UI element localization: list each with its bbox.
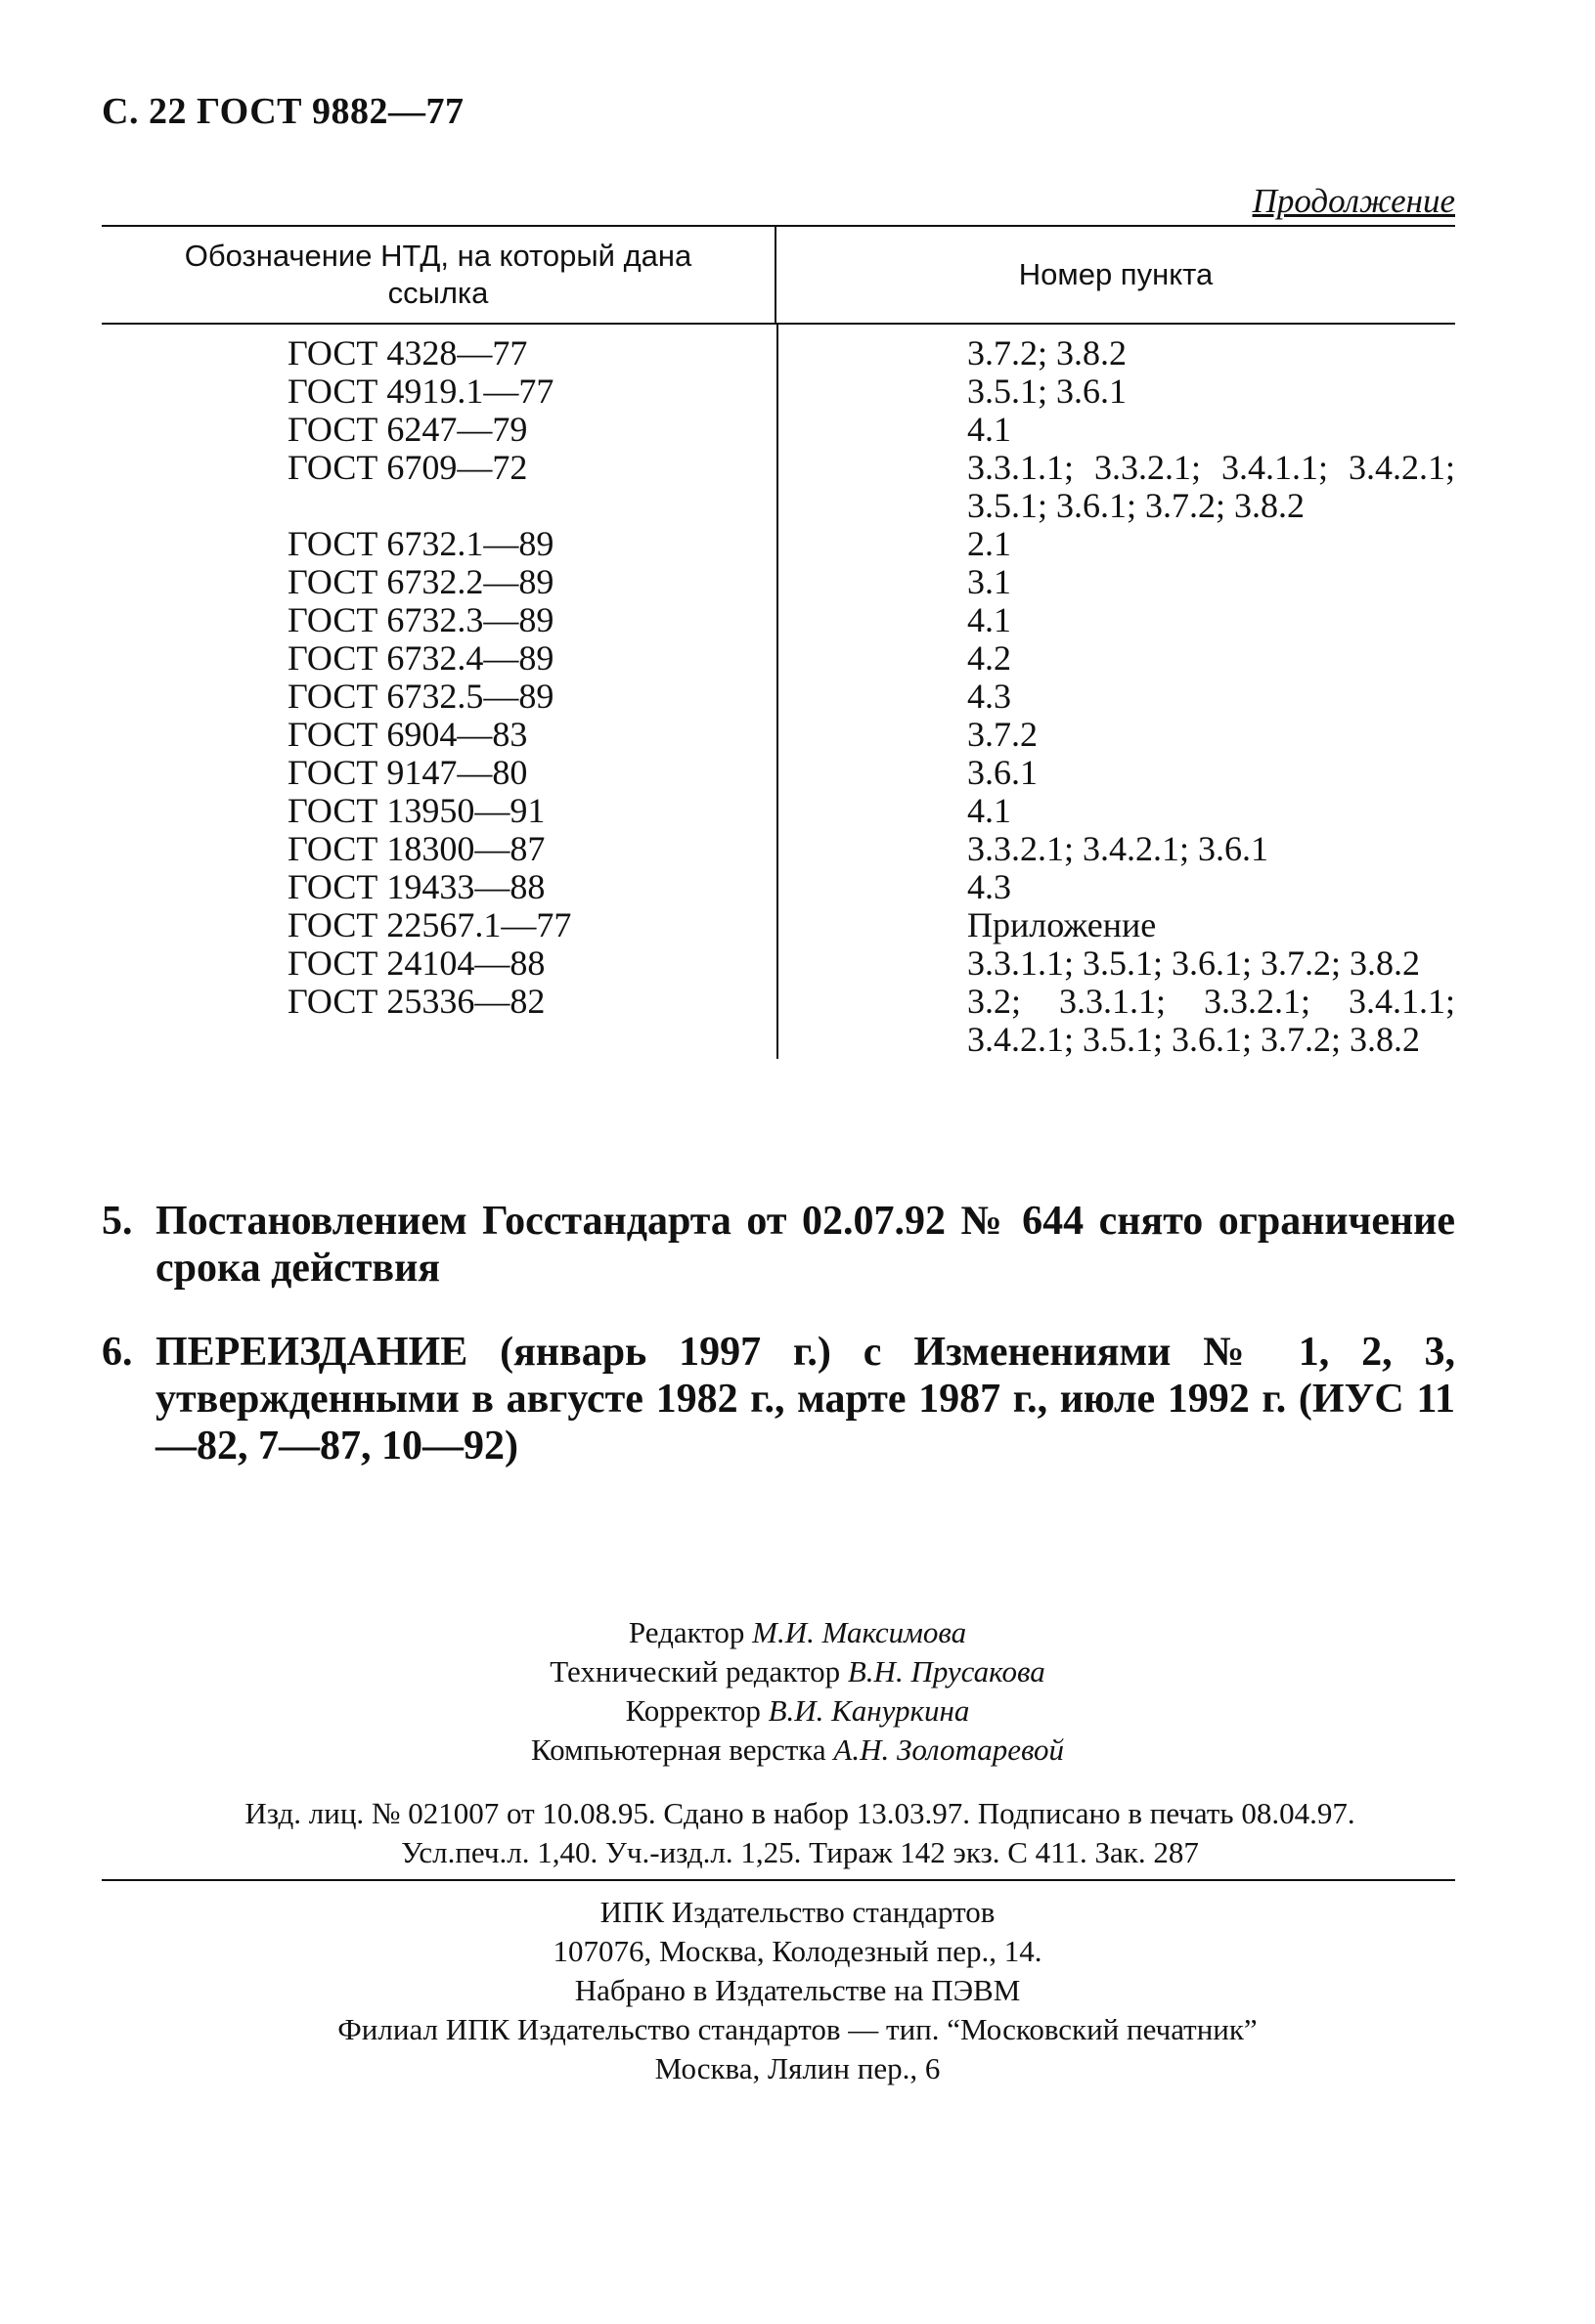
note-number: 6. (102, 1330, 133, 1375)
imprint (147, 1794, 1453, 1872)
reference-cell: ГОСТ 4328—77 (288, 333, 528, 373)
item-number-cell: 4.3 (967, 677, 1011, 716)
reference-cell: ГОСТ 6732.5—89 (288, 677, 554, 716)
table-row (102, 563, 1455, 601)
note-6 (102, 1329, 1455, 1469)
reference-cell: ГОСТ 22567.1—77 (288, 905, 572, 944)
reference-cell: ГОСТ 6904—83 (288, 715, 528, 754)
reference-cell: ГОСТ 4919.1—77 (288, 372, 554, 411)
item-number-cell: 3.5.1; 3.6.1 (967, 372, 1128, 411)
note-text: ПЕРЕИЗДАНИЕ (январь 1997 г.) с Изменениями № 1, 2, 3, утвержденными в августе 1982 г., марте 1987 г., июле 1992 г. (ИУС 11—82, 7—87, 10—92) (155, 1330, 1455, 1469)
imprint-divider (102, 1879, 1455, 1881)
item-number-cell: 3.3.1.1; 3.5.1; 3.6.1; 3.7.2; 3.8.2 (967, 943, 1421, 983)
reference-cell: ГОСТ 6732.3—89 (288, 600, 554, 639)
item-number-cell: Приложение (967, 905, 1157, 944)
credit-person: В.Н. Прусакова (847, 1654, 1045, 1688)
item-number-cell: 4.1 (967, 410, 1011, 449)
credit-role: Компьютерная верстка (530, 1732, 826, 1767)
item-number-cell: 4.1 (967, 791, 1011, 830)
references-table (102, 225, 1455, 1059)
item-number-cell: 2.1 (967, 524, 1011, 563)
imprint-line: Усл.печ.л. 1,40. Уч.-изд.л. 1,25. Тираж 142 экз. С 411. Зак. 287 (401, 1835, 1199, 1869)
table-row (102, 830, 1455, 868)
note-number: 5. (102, 1199, 133, 1244)
table-row (102, 373, 1455, 411)
table-body (102, 325, 1455, 1059)
reference-cell: ГОСТ 13950—91 (288, 791, 546, 830)
column-header-reference: Обозначение НТД, на который дана ссылка (102, 227, 776, 323)
publisher-line: ИПК Издательство стандартов (599, 1895, 996, 1929)
table-header (102, 227, 1455, 325)
item-number-cell: 4.3 (967, 867, 1011, 906)
table-row (102, 792, 1455, 830)
reference-cell: ГОСТ 25336—82 (288, 982, 546, 1021)
table-row (102, 983, 1455, 1059)
table-row (102, 944, 1455, 983)
note-5 (102, 1198, 1455, 1292)
reference-cell: ГОСТ 24104—88 (288, 943, 546, 983)
reference-cell: ГОСТ 9147—80 (288, 753, 528, 792)
publisher-line: 107076, Москва, Колодезный пер., 14. (553, 1934, 1042, 1968)
item-number-cell: 3.3.2.1; 3.4.2.1; 3.6.1 (967, 829, 1269, 868)
table-row (102, 678, 1455, 716)
item-number-cell: 4.2 (967, 638, 1011, 678)
credit-person: В.И. Кануркина (768, 1693, 970, 1728)
page-header: С. 22 ГОСТ 9882—77 (102, 91, 465, 132)
table-row (102, 716, 1455, 754)
table-row (102, 868, 1455, 906)
notes (102, 1198, 1455, 1507)
reference-cell: ГОСТ 6709—72 (288, 448, 528, 487)
credit-technical-editor (0, 1652, 1595, 1691)
item-number-cell: 3.3.1.1; 3.3.2.1; 3.4.1.1; 3.4.2.1; 3.5.1; 3.6.1; 3.7.2; 3.8.2 (967, 448, 1455, 525)
column-header-item: Номер пункта (1018, 257, 1214, 291)
credit-layout (0, 1731, 1595, 1770)
reference-cell: ГОСТ 19433—88 (288, 867, 546, 906)
publisher-line: Набрано в Издательстве на ПЭВМ (574, 1973, 1021, 2007)
credit-person: М.И. Максимова (752, 1615, 967, 1649)
reference-cell: ГОСТ 6732.4—89 (288, 638, 554, 678)
reference-cell: ГОСТ 6247—79 (288, 410, 528, 449)
reference-cell: ГОСТ 6732.1—89 (288, 524, 554, 563)
table-row (102, 411, 1455, 449)
reference-cell: ГОСТ 6732.2—89 (288, 562, 554, 601)
credit-proofreader (0, 1691, 1595, 1731)
table-row (102, 906, 1455, 944)
table-row (102, 754, 1455, 792)
credit-role: Технический редактор (550, 1654, 841, 1688)
credit-role: Редактор (628, 1615, 745, 1649)
item-number-cell: 3.7.2; 3.8.2 (967, 333, 1128, 373)
imprint-line: Изд. лиц. № 021007 от 10.08.95. Сдано в набор 13.03.97. Подписано в печать 08.04.97. (244, 1796, 1355, 1830)
table-row (102, 601, 1455, 639)
item-number-cell: 3.7.2 (967, 715, 1038, 754)
publisher-info (0, 1893, 1595, 2088)
item-number-cell: 3.1 (967, 562, 1011, 601)
item-number-cell: 4.1 (967, 600, 1011, 639)
publisher-line: Москва, Лялин пер., 6 (654, 2051, 941, 2085)
credit-person: А.Н. Золотаревой (833, 1732, 1065, 1767)
table-row (102, 639, 1455, 678)
table-row (102, 525, 1455, 563)
credits (0, 1613, 1595, 1770)
publisher-line: Филиал ИПК Издательство стандартов — тип. “Московский печатник” (337, 2012, 1258, 2046)
credit-editor (0, 1613, 1595, 1652)
table-row (102, 334, 1455, 373)
continuation-label: Продолжение (1252, 182, 1455, 220)
credit-role: Корректор (625, 1693, 761, 1728)
item-number-cell: 3.6.1 (967, 753, 1038, 792)
item-number-cell: 3.2; 3.3.1.1; 3.3.2.1; 3.4.1.1; 3.4.2.1; 3.5.1; 3.6.1; 3.7.2; 3.8.2 (967, 982, 1455, 1059)
reference-cell: ГОСТ 18300—87 (288, 829, 546, 868)
table-row (102, 449, 1455, 525)
note-text: Постановлением Госстандарта от 02.07.92 № 644 снято ограничение срока действия (155, 1199, 1455, 1291)
